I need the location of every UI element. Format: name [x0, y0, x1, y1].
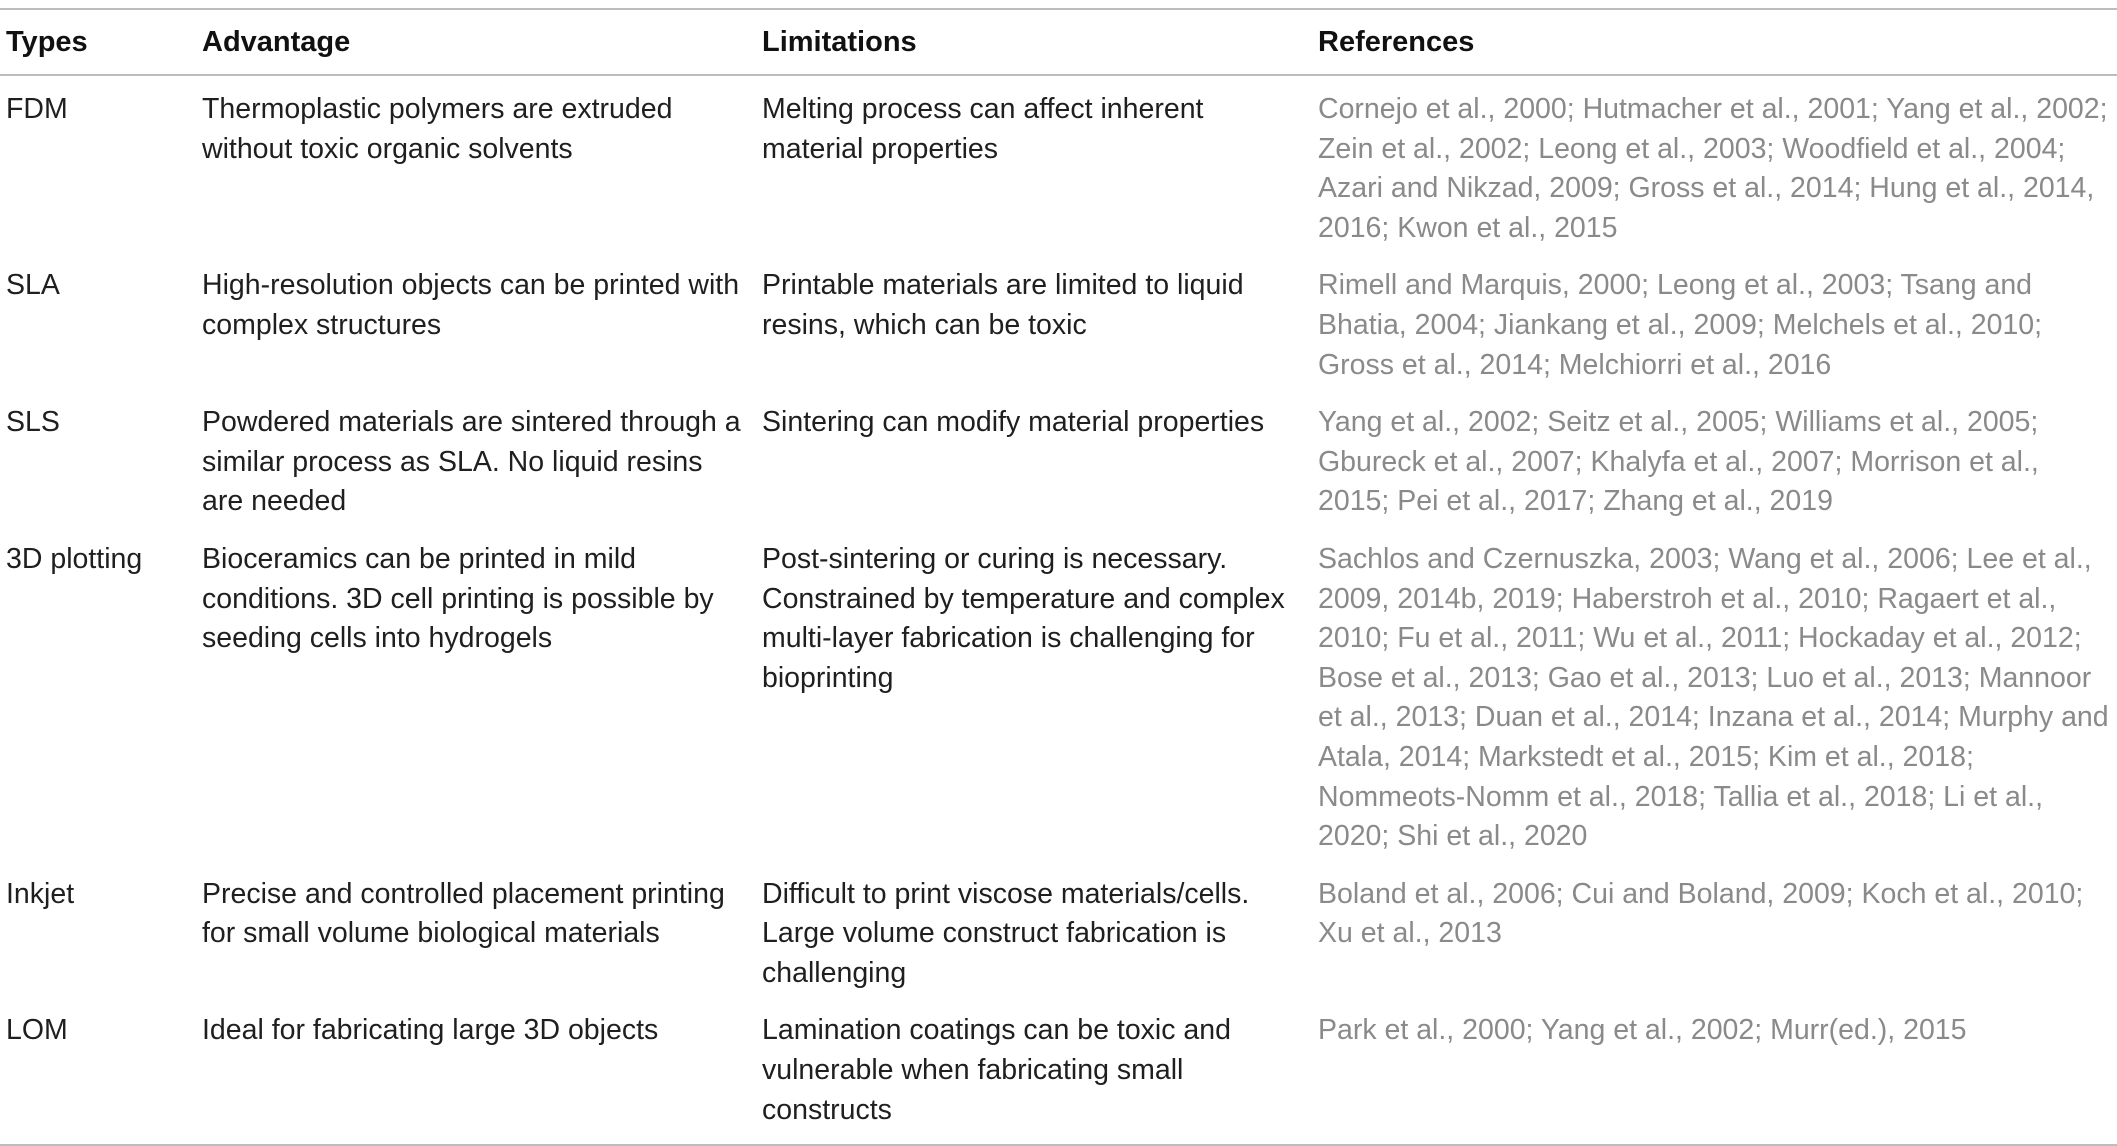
cell-limitations: Printable materials are limited to liquid resins, which can be toxic [762, 269, 1244, 341]
cell-type: LOM [6, 1014, 68, 1047]
table-row [0, 861, 2117, 998]
table-row [0, 252, 2117, 389]
cell-type: FDM [6, 93, 68, 125]
cell-references: Park et al., 2000; Yang et al., 2002; Murr(ed.), 2015 [1318, 1014, 1967, 1047]
cell-advantage: Precise and controlled placement printing for small volume biological materials [202, 877, 725, 950]
cell-limitations: Post-sintering or curing is necessary. Constrained by temperature and complex multi-layer fabrication is challenging for bioprinting [762, 542, 1285, 694]
cell-type: 3D plotting [6, 542, 143, 575]
table-row [0, 75, 2117, 252]
table-row [0, 997, 2117, 1145]
cell-advantage: High-resolution objects can be printed with complex structures [202, 269, 740, 341]
cell-type: SLA [6, 269, 60, 302]
table-body [0, 75, 2117, 1145]
table-row [0, 526, 2117, 861]
cell-limitations: Sintering can modify material properties [762, 406, 1265, 439]
header-types: Types [6, 26, 88, 58]
header-references: References [1318, 26, 1475, 58]
header-limitations: Limitations [762, 26, 917, 58]
cell-advantage: Thermoplastic polymers are extruded without toxic organic solvents [202, 93, 673, 165]
cell-limitations: Lamination coatings can be toxic and vulnerable when fabricating small constructs [762, 1014, 1231, 1126]
header-row [0, 9, 2117, 75]
header-advantage: Advantage [202, 26, 351, 58]
cell-advantage: Ideal for fabricating large 3D objects [202, 1014, 659, 1047]
cell-references: Rimell and Marquis, 2000; Leong et al., 2003; Tsang and Bhatia, 2004; Jiankang et al., 2009; Melchels et al., 2010; Gross et al., 2014; Melchiorri et al., 2016 [1318, 269, 2043, 381]
table-header [0, 9, 2117, 75]
cell-advantage: Bioceramics can be printed in mild conditions. 3D cell printing is possible by seeding cells into hydrogels [202, 542, 714, 655]
cell-limitations: Difficult to print viscose materials/cells. Large volume construct fabrication is challenging [762, 877, 1250, 989]
cell-references: Sachlos and Czernuszka, 2003; Wang et al., 2006; Lee et al., 2009, 2014b, 2019; Haberstroh et al., 2010; Ragaert et al., 2010; Fu et al., 2011; Wu et al., 2011; Hockaday et al., 2012; Bose et al., 2013; Gao et al., 2013; Luo et al., 2013; Mannoor et al., 2013; Duan et al., 2014; Inzana et al., 2014; Murphy and Atala, 2014; Markstedt et al., 2015; Kim et al., 2018; Nommeots-Nomm et al., 2018; Tallia et al., 2018; Li et al., 2020; Shi et al., 2020 [1318, 542, 2109, 853]
cell-type: Inkjet [6, 877, 75, 910]
cell-references: Boland et al., 2006; Cui and Boland, 2009; Koch et al., 2010; Xu et al., 2013 [1318, 877, 2084, 950]
printing-methods-table [0, 8, 2117, 1146]
comparison-table-container [0, 8, 2117, 1146]
table-row [0, 389, 2117, 526]
cell-references: Yang et al., 2002; Seitz et al., 2005; Williams et al., 2005; Gbureck et al., 2007; Khalyfa et al., 2007; Morrison et al., 2015; Pei et al., 2017; Zhang et al., 2019 [1318, 406, 2039, 518]
cell-advantage: Powdered materials are sintered through a similar process as SLA. No liquid resins are needed [202, 406, 741, 518]
cell-references: Cornejo et al., 2000; Hutmacher et al., 2001; Yang et al., 2002; Zein et al., 2002; Leong et al., 2003; Woodfield et al., 2004; Azari and Nikzad, 2009; Gross et al., 2014; Hung et al., 2014, 2016; Kwon et al., 2015 [1318, 93, 2108, 244]
cell-type: SLS [6, 406, 60, 439]
cell-limitations: Melting process can affect inherent material properties [762, 93, 1204, 165]
